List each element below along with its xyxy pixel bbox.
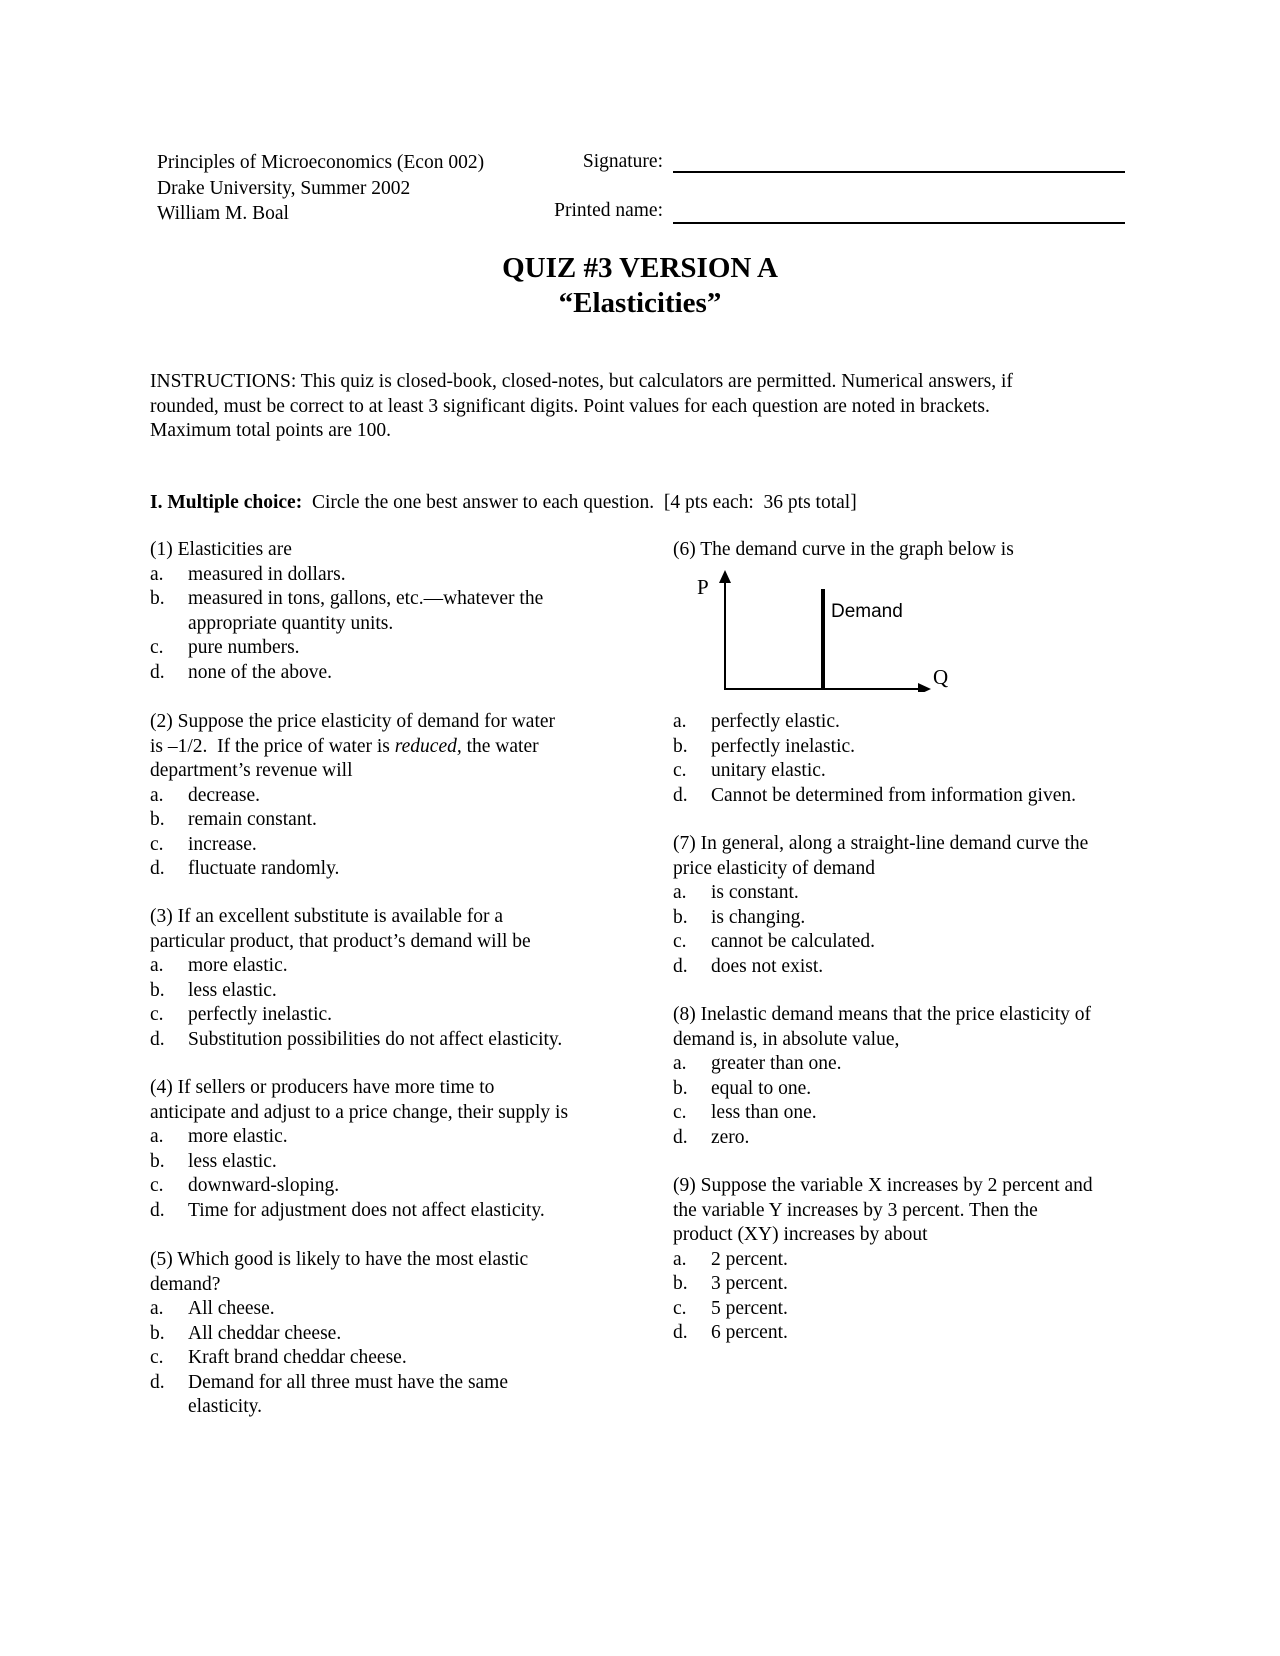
answer-option[interactable] [673, 759, 1076, 784]
answer-option[interactable] [150, 636, 543, 661]
instructor-name: William M. Boal [157, 203, 289, 224]
quantity-axis-label: Q [933, 665, 949, 689]
stem-line: department’s revenue will [150, 760, 353, 781]
instructions [150, 370, 1130, 444]
option-text-line: unitary elastic. [711, 760, 826, 781]
question-9 [673, 1174, 1093, 1346]
question-stem [150, 538, 543, 563]
stem-line: anticipate and adjust to a price change, their supply is [150, 1101, 569, 1123]
option-text [711, 759, 826, 784]
question-stem [673, 1003, 1091, 1052]
signature-line[interactable] [673, 171, 1125, 173]
option-text [711, 710, 840, 735]
answer-option[interactable] [673, 1272, 1093, 1297]
option-letter: a. [150, 1298, 164, 1319]
answer-option[interactable] [150, 857, 555, 882]
option-text-line: 2 percent. [711, 1248, 788, 1270]
option-letter: a. [673, 711, 687, 732]
option-text [711, 955, 823, 980]
question-stem [673, 538, 1014, 563]
option-letter: d. [673, 955, 688, 977]
option-letter: b. [150, 1322, 165, 1344]
question-options [150, 563, 543, 686]
option-letter: d. [150, 1199, 165, 1221]
option-text [711, 1052, 841, 1077]
option-text-line: downward-sloping. [188, 1175, 340, 1196]
question-6 [673, 538, 1014, 563]
option-letter: c. [673, 760, 687, 781]
stem-line: price elasticity of demand [673, 857, 875, 879]
answer-option[interactable] [673, 906, 1088, 931]
option-letter: a. [150, 1126, 164, 1147]
option-text-line: appropriate quantity units. [188, 612, 394, 634]
demand-graph [690, 567, 960, 692]
question-options [673, 1248, 1093, 1346]
question-stem [673, 1174, 1093, 1248]
instructions-line: rounded, must be correct to at least 3 significant digits. Point values for each question are noted in brackets. [150, 395, 990, 417]
stem-line: (3) If an excellent substitute is available for a [150, 906, 504, 927]
option-letter: b. [150, 588, 165, 609]
answer-option[interactable] [673, 881, 1088, 906]
option-letter: c. [673, 931, 687, 952]
option-text-line: is constant. [711, 882, 799, 903]
option-text-line: none of the above. [188, 661, 333, 683]
option-text-line: Time for adjustment does not affect elasticity. [188, 1199, 545, 1221]
answer-option[interactable] [150, 1125, 568, 1150]
question-6-options [673, 710, 1076, 808]
option-text-line: perfectly inelastic. [188, 1004, 333, 1025]
option-letter: a. [150, 955, 164, 976]
question-options [673, 881, 1088, 979]
option-text-line: more elastic. [188, 955, 288, 976]
option-letter: d. [150, 661, 165, 683]
option-text-line: remain constant. [188, 809, 317, 830]
option-text [188, 1174, 339, 1199]
answer-option[interactable] [150, 1028, 562, 1053]
option-text [188, 1150, 277, 1175]
option-text-line: more elastic. [188, 1126, 288, 1147]
course-header [157, 150, 484, 227]
option-text-line: elasticity. [188, 1396, 263, 1417]
option-text [188, 1003, 332, 1028]
option-letter: a. [673, 1248, 687, 1270]
option-text-line: Cannot be determined from information given. [711, 784, 1076, 806]
option-text-line: greater than one. [711, 1053, 842, 1074]
option-letter: a. [150, 784, 164, 806]
answer-option[interactable] [673, 1126, 1091, 1151]
question-options [150, 1297, 528, 1420]
option-text [188, 563, 346, 588]
answer-option[interactable] [150, 1346, 528, 1371]
option-letter: d. [150, 858, 165, 879]
option-text-line: zero. [711, 1126, 750, 1148]
school-name: Drake University, Summer 2002 [157, 177, 411, 199]
option-text-line: equal to one. [711, 1077, 812, 1099]
option-text [188, 1346, 407, 1371]
question-options [150, 784, 555, 882]
demand-curve-label: Demand [831, 601, 903, 622]
option-letter: a. [673, 882, 687, 903]
question-2 [150, 710, 555, 882]
answer-option[interactable] [673, 1101, 1091, 1126]
option-text [188, 1028, 562, 1053]
option-text [188, 857, 339, 882]
option-text-line: less than one. [711, 1102, 817, 1123]
option-text [711, 1126, 749, 1151]
option-text [711, 1077, 811, 1102]
answer-option[interactable] [673, 930, 1088, 955]
option-letter: a. [673, 1053, 687, 1074]
option-text-line: measured in tons, gallons, etc.—whatever the [188, 588, 544, 609]
option-text-line: 3 percent. [711, 1273, 788, 1294]
answer-option[interactable] [150, 808, 555, 833]
option-letter: d. [150, 1028, 165, 1050]
option-text-line: Substitution possibilities do not affect elasticity. [188, 1028, 563, 1050]
option-text-line: measured in dollars. [188, 563, 346, 585]
stem-line: demand? [150, 1273, 221, 1295]
answer-option[interactable] [150, 1003, 562, 1028]
option-text [711, 906, 805, 931]
answer-option[interactable] [673, 1321, 1093, 1346]
option-text [188, 1371, 508, 1420]
option-text [188, 636, 300, 661]
stem-line: product (XY) increases by about [673, 1224, 928, 1245]
answer-option[interactable] [673, 1077, 1091, 1102]
section-directions: Circle the one best answer to each question. [4 pts each: 36 pts total] [302, 492, 857, 513]
option-letter: d. [673, 1126, 688, 1148]
option-letter: b. [150, 1150, 165, 1172]
signature-label: Signature: [582, 151, 663, 172]
option-letter: d. [150, 1371, 165, 1393]
section-heading [150, 492, 857, 514]
answer-option[interactable] [673, 1248, 1093, 1273]
question-1 [150, 538, 543, 685]
option-text-line: cannot be calculated. [711, 931, 876, 952]
stem-line: (1) Elasticities are [150, 539, 292, 560]
option-letter: b. [150, 979, 165, 1001]
price-axis-arrow [719, 570, 731, 583]
option-text [188, 833, 257, 858]
option-text [188, 1322, 341, 1347]
option-text-line: All cheese. [188, 1298, 275, 1319]
option-letter: b. [673, 906, 688, 928]
section-title: I. Multiple choice: [150, 492, 303, 513]
answer-option[interactable] [673, 1297, 1093, 1322]
option-text [188, 1125, 288, 1150]
answer-option[interactable] [150, 1297, 528, 1322]
stem-line: (8) Inelastic demand means that the price elasticity of [673, 1004, 1092, 1025]
option-text [711, 1248, 788, 1273]
answer-option[interactable] [150, 563, 543, 588]
option-text-line: 5 percent. [711, 1297, 788, 1319]
option-text [188, 1199, 545, 1224]
stem-line: (5) Which good is likely to have the most elastic [150, 1249, 529, 1270]
quiz-subtitle: “Elasticities” [558, 287, 722, 319]
option-text [188, 661, 332, 686]
option-letter: c. [150, 637, 164, 658]
option-text-line: pure numbers. [188, 637, 300, 658]
answer-option[interactable] [150, 954, 562, 979]
stem-line: (4) If sellers or producers have more time to [150, 1077, 495, 1098]
answer-option[interactable] [673, 784, 1076, 809]
option-text [188, 1297, 275, 1322]
option-text [711, 735, 855, 760]
option-text [711, 784, 1076, 809]
answer-option[interactable] [673, 710, 1076, 735]
option-text-line: Kraft brand cheddar cheese. [188, 1347, 407, 1368]
option-text [188, 784, 260, 809]
question-options [150, 1125, 568, 1223]
option-letter: a. [150, 563, 164, 585]
answer-option[interactable] [673, 955, 1088, 980]
stem-line: (2) Suppose the price elasticity of demand for water [150, 711, 556, 732]
option-text-line: less elastic. [188, 979, 277, 1001]
question-options [150, 954, 562, 1052]
option-letter: d. [673, 1322, 688, 1343]
question-8 [673, 1003, 1091, 1150]
option-letter: b. [673, 1077, 688, 1099]
option-letter: c. [150, 1347, 164, 1368]
answer-option[interactable] [673, 735, 1076, 760]
question-7 [673, 832, 1088, 979]
answer-option[interactable] [150, 1322, 528, 1347]
option-letter: d. [673, 784, 688, 806]
option-text-line: perfectly elastic. [711, 711, 840, 732]
option-text-line: is changing. [711, 906, 806, 928]
stem-line: particular product, that product’s demand will be [150, 930, 531, 952]
option-text-line: fluctuate randomly. [188, 858, 340, 879]
question-stem [150, 710, 555, 784]
answer-option[interactable] [150, 833, 555, 858]
option-letter: c. [150, 833, 164, 855]
price-axis-label: P [697, 575, 709, 599]
instructions-line: Maximum total points are 100. [150, 420, 392, 441]
question-options [673, 1052, 1091, 1150]
question-5 [150, 1248, 528, 1420]
stem-line: demand is, in absolute value, [673, 1028, 900, 1050]
option-text [711, 1272, 788, 1297]
question-stem [673, 832, 1088, 881]
option-letter: b. [673, 735, 688, 757]
quantity-axis-arrow [918, 683, 931, 692]
option-letter: c. [673, 1297, 687, 1319]
answer-option[interactable] [150, 1371, 528, 1420]
option-letter: b. [150, 809, 165, 830]
printed-name-line[interactable] [673, 222, 1125, 224]
option-text-line: All cheddar cheese. [188, 1322, 342, 1344]
stem-line: (7) In general, along a straight-line demand curve the [673, 833, 1089, 854]
option-text [711, 1101, 817, 1126]
answer-option[interactable] [150, 1174, 568, 1199]
answer-option[interactable] [150, 784, 555, 809]
question-stem [150, 905, 562, 954]
option-text-line: 6 percent. [711, 1322, 788, 1343]
question-options [673, 710, 1076, 808]
stem-line: is –1/2. If the price of water is reduced, the water [150, 735, 539, 757]
option-text-line: decrease. [188, 784, 260, 806]
printed-name-label: Printed name: [554, 200, 663, 221]
option-text [188, 808, 317, 833]
option-text-line: increase. [188, 833, 257, 855]
option-letter: c. [150, 1004, 164, 1025]
answer-option[interactable] [150, 1150, 568, 1175]
answer-option[interactable] [150, 587, 543, 636]
option-text [188, 954, 288, 979]
option-letter: c. [150, 1175, 164, 1196]
stem-line: (6) The demand curve in the graph below is [673, 539, 1014, 560]
question-3 [150, 905, 562, 1052]
option-text-line: Demand for all three must have the same [188, 1371, 509, 1393]
option-text [711, 1321, 788, 1346]
option-letter: c. [673, 1102, 687, 1123]
question-stem [150, 1076, 568, 1125]
answer-option[interactable] [673, 1052, 1091, 1077]
instructions-line: INSTRUCTIONS: This quiz is closed-book, closed-notes, but calculators are permitted. Numerical answers, if [150, 371, 1013, 392]
quiz-title: QUIZ #3 VERSION A [502, 252, 778, 284]
option-text [711, 930, 875, 955]
course-name: Principles of Microeconomics (Econ 002) [157, 152, 485, 173]
stem-line: the variable Y increases by 3 percent. Then the [673, 1199, 1038, 1221]
option-text-line: does not exist. [711, 955, 824, 977]
answer-option[interactable] [150, 1199, 568, 1224]
option-text [188, 979, 277, 1004]
answer-option[interactable] [150, 979, 562, 1004]
option-letter: b. [673, 1273, 688, 1294]
option-text [188, 587, 543, 636]
option-text [711, 881, 799, 906]
option-text-line: perfectly inelastic. [711, 735, 856, 757]
answer-option[interactable] [150, 661, 543, 686]
option-text [711, 1297, 788, 1322]
question-4 [150, 1076, 568, 1223]
question-stem [150, 1248, 528, 1297]
option-text-line: less elastic. [188, 1150, 277, 1172]
stem-line: (9) Suppose the variable X increases by 2 percent and [673, 1175, 1093, 1196]
